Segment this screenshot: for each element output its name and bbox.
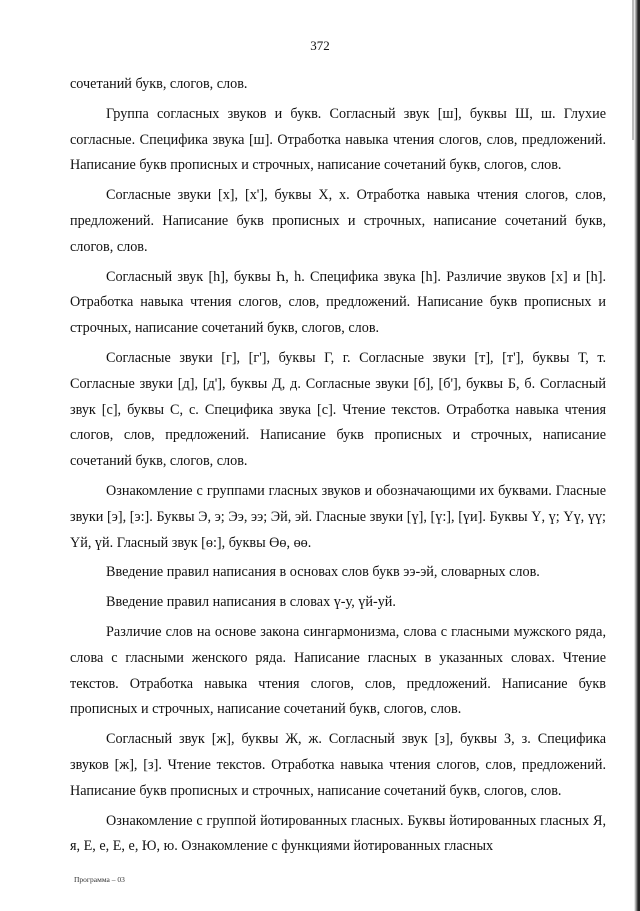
paragraph-rule-ee: Введение правил написания в основах слов букв ээ-эй, словарных слов. — [106, 564, 540, 581]
paragraph-g-t-d-b-s: Согласные звуки [г], [г'], буквы Г, г. Согласные звуки [т], [т'], буквы Т, т. Согласные звуки [д], [д'], буквы Д, д. Согласные звуки [б], [б'], буквы Б, б. Согласный звук [с], буквы С, с. Специфика звука [с]. Чтение текстов. Отработка навыка чтения слогов, слов, предложений. Написание букв прописных и строчных, написание сочетаний букв, слогов, слов. — [70, 349, 606, 470]
paragraph-continuation: сочетаний букв, слогов, слов. — [70, 76, 248, 92]
scan-edge-mark — [632, 0, 634, 140]
paragraph-singarmonism: Различие слов на основе закона сингармонизма, слова с гласными мужского ряда, слова с гласными женского ряда. Написание гласных в указанных словах. Чтение текстов. Отработка навыка чтения слогов, слов, предложений. Написание букв прописных и строчных, написание сочетаний букв, слогов, слов. — [70, 623, 606, 718]
page-number: 372 — [310, 38, 330, 53]
paragraph-zh-z: Согласный звук [ж], буквы Ж, ж. Согласный звук [з], буквы З, з. Специфика звуков [ж], [з]. Чтение текстов. Отработка навыка чтения слогов, слов, предложений. Написание букв прописных и строчных, написание сочетаний букв, слогов, слов. — [70, 731, 606, 799]
paragraph-sh: Группа согласных звуков и букв. Согласный звук [ш], буквы Ш, ш. Глухие согласные. Специфика звука [ш]. Отработка навыка чтения слогов, слов, предложений. Написание букв прописных и строчных, написание сочетаний букв, слогов, слов. — [70, 105, 606, 174]
paragraph-kh: Согласные звуки [х], [х'], буквы Х, х. Отработка навыка чтения слогов, слов, предложений. Написание букв прописных и строчных, написание сочетаний букв, слогов, слов. — [70, 187, 606, 255]
paragraph-iotated-vowels: Ознакомление с группой йотированных гласных. Буквы йотированных гласных Я, я, Е, е, Е, е, Ю, ю. Ознакомление с функциями йотированных гласных — [70, 812, 606, 855]
scan-edge-shadow — [634, 0, 640, 911]
body-text — [70, 72, 606, 864]
paragraph-h: Согласный звук [h], буквы Һ, һ. Специфика звука [h]. Различие звуков [х] и [h]. Отработка навыка чтения слогов, слов, предложений. Написание букв прописных и строчных, написание сочетаний букв, слогов, слов. — [70, 268, 606, 337]
paragraph-rule-u: Введение правил написания в словах ү-у, үй-уй. — [106, 594, 396, 611]
footer-label: Программа – 03 — [74, 875, 125, 884]
paragraph-vowel-groups: Ознакомление с группами гласных звуков и обозначающими их буквами. Гласные звуки [э], [э:]. Буквы Э, э; Ээ, ээ; Эй, эй. Гласные звуки [ү], [ү:], [үи]. Буквы Ү, ү; Үү, үү; Үй, үй. Гласный звук [ө:], буквы Өө, өө. — [70, 482, 606, 551]
